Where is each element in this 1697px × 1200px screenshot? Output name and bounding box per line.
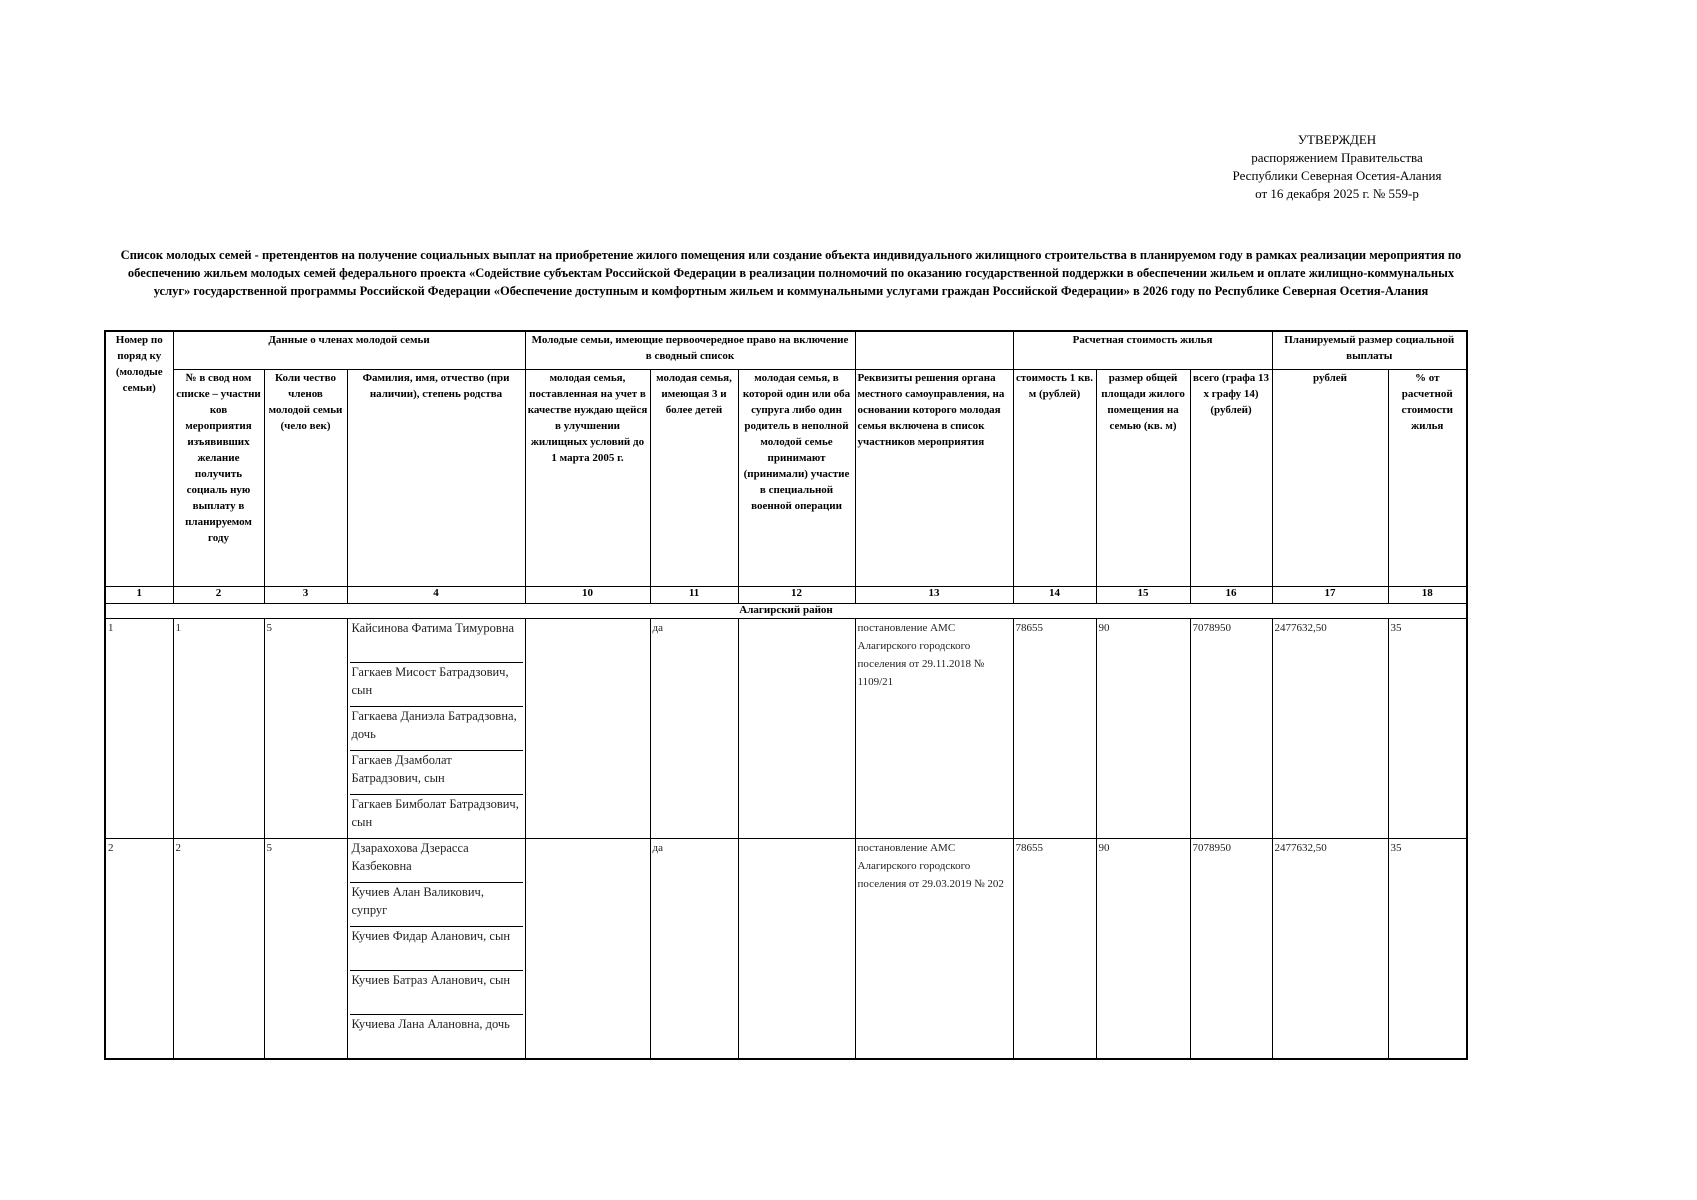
approval-line-4: от 16 декабря 2025 г. № 559-р [1255, 186, 1419, 201]
families-table [104, 330, 1468, 1060]
approval-stamp [1212, 131, 1462, 203]
table-row [105, 618, 1467, 838]
cell-col10 [525, 618, 650, 838]
cell-col17: 2477632,50 [1272, 618, 1388, 838]
header-col13: Реквизиты решения органа местного самоуправления, на основании которого молодая семья включена в список участников мероприятия [855, 369, 1013, 586]
document-title: Список молодых семей - претендентов на получение социальных выплат на приобретение жилого помещения или создание объекта индивидуального жилищного строительства в планируемом году в рамках реализации мероприятия по обеспечению жильем молодых семей федерального проекта «Содействие субъектам Российской Федерации в реализации полномочий по оказанию государственной поддержки в обеспечении жильем и оплате жилищно-коммунальных услуг» государственной программы Российской Федерации «Обеспечение доступным и комфортным жильем и коммунальными услугами граждан Российской Федерации» в 2026 году по Республике Северная Осетия-Алания [120, 248, 1462, 298]
colnum: 14 [1013, 586, 1096, 603]
header-col17: рублей [1272, 369, 1388, 586]
cell-col14: 78655 [1013, 838, 1096, 1059]
cell-col15: 90 [1096, 838, 1190, 1059]
header-col1: Номер по поряд ку (молодые семьи) [105, 331, 173, 586]
header-col18: % от расчетной стоимости жилья [1388, 369, 1467, 586]
colnum: 1 [105, 586, 173, 603]
cell-col13: постановление АМС Алагирского городского поселения от 29.11.2018 № 1109/21 [855, 618, 1013, 838]
header-col2: № в свод ном списке – участни ков мероприятия изъявивших желание получить социаль ную выплату в планируемом году [173, 369, 264, 586]
cell-col18: 35 [1388, 618, 1467, 838]
member-count: 5 [264, 838, 347, 1059]
header-col11: молодая семья, имеющая 3 и более детей [650, 369, 738, 586]
district-name: Алагирский район [105, 603, 1467, 618]
header-col4: Фамилия, имя, отчество (при наличии), степень родства [347, 369, 525, 586]
header-group-cost: Расчетная стоимость жилья [1013, 331, 1272, 369]
cell-col15: 90 [1096, 618, 1190, 838]
header-col10: молодая семья, поставленная на учет в качестве нуждаю щейся в улучшении жилищных условий до 1 марта 2005 г. [525, 369, 650, 586]
cell-col12 [738, 618, 855, 838]
members-cell [347, 838, 525, 1059]
cell-col11: да [650, 838, 738, 1059]
approval-line-2: распоряжением Правительства [1251, 150, 1423, 165]
cell-col13: постановление АМС Алагирского городского поселения от 29.03.2019 № 202 [855, 838, 1013, 1059]
cell-col16: 7078950 [1190, 838, 1272, 1059]
family-number: 2 [105, 838, 173, 1059]
header-col3: Коли чество членов молодой семьи (чело век) [264, 369, 347, 586]
cell-col11: да [650, 618, 738, 838]
header-col16: всего (графа 13 х графу 14) (рублей) [1190, 369, 1272, 586]
cell-col10 [525, 838, 650, 1059]
cell-col17: 2477632,50 [1272, 838, 1388, 1059]
family-member: Кайсинова Фатима Тимуровна [350, 619, 523, 663]
header-blank [855, 331, 1013, 369]
cell-col16: 7078950 [1190, 618, 1272, 838]
family-member: Кучиев Батраз Аланович, сын [350, 971, 523, 1015]
colnum: 16 [1190, 586, 1272, 603]
members-cell [347, 618, 525, 838]
cell-col18: 35 [1388, 838, 1467, 1059]
approval-line-1: УТВЕРЖДЕН [1297, 132, 1377, 147]
colnum: 15 [1096, 586, 1190, 603]
column-numbers-row [105, 586, 1467, 603]
colnum: 17 [1272, 586, 1388, 603]
family-member: Гагкаев Дзамболат Батрадзович, сын [350, 751, 523, 795]
table-row [105, 838, 1467, 1059]
header-group-priority: Молодые семьи, имеющие первоочередное право на включение в сводный список [525, 331, 855, 369]
header-col15: размер общей площади жилого помещения на семью (кв. м) [1096, 369, 1190, 586]
colnum: 4 [347, 586, 525, 603]
family-member: Гагкаева Даниэла Батрадзовна, дочь [350, 707, 523, 751]
family-member: Кучиева Лана Алановна, дочь [351, 1016, 510, 1031]
summary-list-number: 1 [173, 618, 264, 838]
colnum: 13 [855, 586, 1013, 603]
header-col12: молодая семья, в которой один или оба супруга либо один родитель в неполной молодой семье принимают (принимали) участие в специальной военной операции [738, 369, 855, 586]
header-group-payment: Планируемый размер социальной выплаты [1272, 331, 1467, 369]
colnum: 3 [264, 586, 347, 603]
family-member: Гагкаев Бимболат Батрадзович, сын [351, 796, 519, 829]
family-member: Дзарахохова Дзерасса Казбековна [350, 839, 523, 883]
header-group-members: Данные о членах молодой семьи [173, 331, 525, 369]
approval-line-3: Республики Северная Осетия-Алания [1232, 168, 1442, 183]
colnum: 18 [1388, 586, 1467, 603]
cell-col12 [738, 838, 855, 1059]
colnum: 10 [525, 586, 650, 603]
member-count: 5 [264, 618, 347, 838]
header-col14: стоимость 1 кв. м (рублей) [1013, 369, 1096, 586]
summary-list-number: 2 [173, 838, 264, 1059]
family-number: 1 [105, 618, 173, 838]
family-member: Кучиев Фидар Аланович, сын [350, 927, 523, 971]
colnum: 12 [738, 586, 855, 603]
district-row [105, 603, 1467, 618]
family-member: Кучиев Алан Валикович, супруг [350, 883, 523, 927]
cell-col14: 78655 [1013, 618, 1096, 838]
colnum: 11 [650, 586, 738, 603]
family-member: Гагкаев Мисост Батрадзович, сын [350, 663, 523, 707]
colnum: 2 [173, 586, 264, 603]
